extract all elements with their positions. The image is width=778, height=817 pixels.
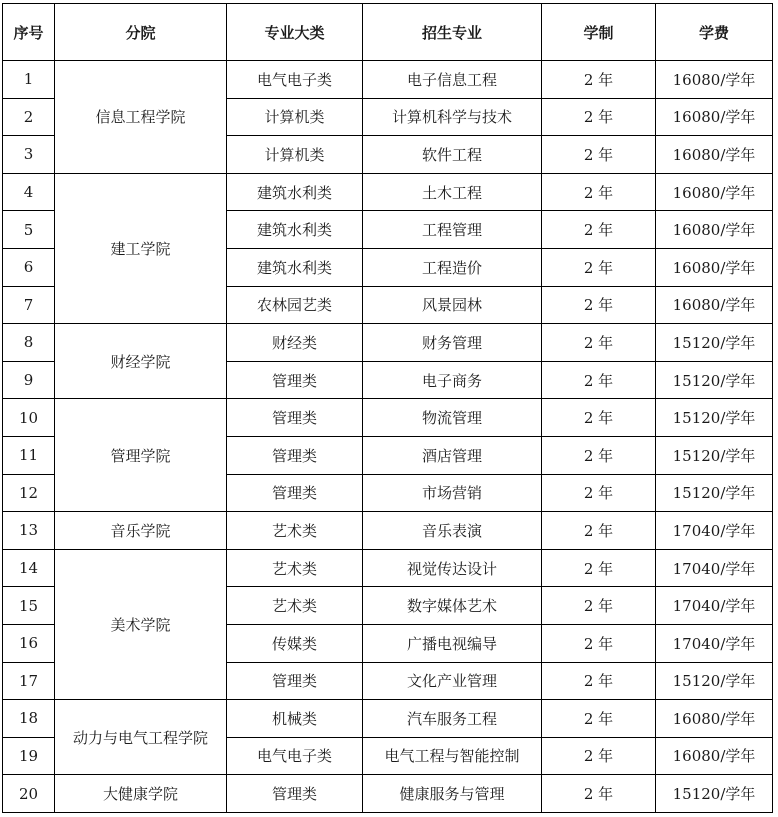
cell-major: 土木工程 bbox=[363, 173, 542, 211]
cell-fee: 16080/学年 bbox=[656, 61, 773, 99]
cell-major: 音乐表演 bbox=[363, 512, 542, 550]
cell-duration: 2 年 bbox=[542, 737, 656, 775]
cell-no: 12 bbox=[3, 474, 55, 512]
cell-duration: 2 年 bbox=[542, 248, 656, 286]
cell-duration: 2 年 bbox=[542, 324, 656, 362]
cell-fee: 15120/学年 bbox=[656, 474, 773, 512]
cell-category: 农林园艺类 bbox=[227, 286, 363, 324]
cell-fee: 15120/学年 bbox=[656, 361, 773, 399]
cell-college: 财经学院 bbox=[55, 324, 227, 399]
cell-no: 3 bbox=[3, 136, 55, 174]
cell-category: 电气电子类 bbox=[227, 61, 363, 99]
cell-fee: 16080/学年 bbox=[656, 98, 773, 136]
cell-fee: 16080/学年 bbox=[656, 136, 773, 174]
cell-major: 工程管理 bbox=[363, 211, 542, 249]
cell-no: 11 bbox=[3, 436, 55, 474]
cell-duration: 2 年 bbox=[542, 136, 656, 174]
cell-duration: 2 年 bbox=[542, 399, 656, 437]
enrollment-fee-table bbox=[2, 3, 773, 813]
cell-major: 财务管理 bbox=[363, 324, 542, 362]
cell-duration: 2 年 bbox=[542, 61, 656, 99]
cell-fee: 16080/学年 bbox=[656, 700, 773, 738]
cell-fee: 16080/学年 bbox=[656, 173, 773, 211]
cell-major: 汽车服务工程 bbox=[363, 700, 542, 738]
cell-fee: 15120/学年 bbox=[656, 399, 773, 437]
cell-no: 2 bbox=[3, 98, 55, 136]
cell-category: 建筑水利类 bbox=[227, 173, 363, 211]
cell-major: 视觉传达设计 bbox=[363, 549, 542, 587]
cell-duration: 2 年 bbox=[542, 624, 656, 662]
cell-fee: 16080/学年 bbox=[656, 286, 773, 324]
cell-category: 艺术类 bbox=[227, 587, 363, 625]
cell-no: 10 bbox=[3, 399, 55, 437]
cell-college: 音乐学院 bbox=[55, 512, 227, 550]
table-row bbox=[3, 399, 773, 437]
header-duration: 学制 bbox=[542, 4, 656, 61]
cell-duration: 2 年 bbox=[542, 662, 656, 700]
cell-duration: 2 年 bbox=[542, 173, 656, 211]
cell-duration: 2 年 bbox=[542, 587, 656, 625]
cell-major: 广播电视编导 bbox=[363, 624, 542, 662]
cell-major: 健康服务与管理 bbox=[363, 775, 542, 813]
cell-category: 管理类 bbox=[227, 474, 363, 512]
cell-category: 管理类 bbox=[227, 361, 363, 399]
table-row bbox=[3, 700, 773, 738]
cell-major: 软件工程 bbox=[363, 136, 542, 174]
cell-no: 6 bbox=[3, 248, 55, 286]
table-row bbox=[3, 324, 773, 362]
table-row bbox=[3, 512, 773, 550]
cell-fee: 15120/学年 bbox=[656, 436, 773, 474]
cell-no: 19 bbox=[3, 737, 55, 775]
cell-category: 管理类 bbox=[227, 399, 363, 437]
cell-no: 17 bbox=[3, 662, 55, 700]
cell-major: 酒店管理 bbox=[363, 436, 542, 474]
cell-no: 1 bbox=[3, 61, 55, 99]
cell-fee: 17040/学年 bbox=[656, 512, 773, 550]
cell-category: 艺术类 bbox=[227, 549, 363, 587]
cell-fee: 15120/学年 bbox=[656, 775, 773, 813]
cell-no: 18 bbox=[3, 700, 55, 738]
cell-fee: 15120/学年 bbox=[656, 662, 773, 700]
cell-duration: 2 年 bbox=[542, 436, 656, 474]
cell-category: 计算机类 bbox=[227, 98, 363, 136]
cell-category: 财经类 bbox=[227, 324, 363, 362]
table-row bbox=[3, 61, 773, 99]
cell-no: 14 bbox=[3, 549, 55, 587]
cell-fee: 16080/学年 bbox=[656, 211, 773, 249]
cell-college: 管理学院 bbox=[55, 399, 227, 512]
cell-college: 信息工程学院 bbox=[55, 61, 227, 174]
cell-no: 4 bbox=[3, 173, 55, 211]
cell-major: 数字媒体艺术 bbox=[363, 587, 542, 625]
header-row bbox=[3, 4, 773, 61]
cell-category: 管理类 bbox=[227, 775, 363, 813]
cell-duration: 2 年 bbox=[542, 98, 656, 136]
cell-college: 美术学院 bbox=[55, 549, 227, 699]
cell-duration: 2 年 bbox=[542, 549, 656, 587]
cell-no: 8 bbox=[3, 324, 55, 362]
cell-category: 管理类 bbox=[227, 436, 363, 474]
cell-major: 物流管理 bbox=[363, 399, 542, 437]
cell-major: 工程造价 bbox=[363, 248, 542, 286]
table-row bbox=[3, 549, 773, 587]
cell-category: 艺术类 bbox=[227, 512, 363, 550]
cell-fee: 16080/学年 bbox=[656, 248, 773, 286]
cell-major: 市场营销 bbox=[363, 474, 542, 512]
cell-no: 16 bbox=[3, 624, 55, 662]
cell-duration: 2 年 bbox=[542, 286, 656, 324]
cell-major: 电子信息工程 bbox=[363, 61, 542, 99]
table-body bbox=[3, 61, 773, 813]
cell-no: 5 bbox=[3, 211, 55, 249]
cell-category: 机械类 bbox=[227, 700, 363, 738]
cell-college: 建工学院 bbox=[55, 173, 227, 323]
cell-duration: 2 年 bbox=[542, 474, 656, 512]
cell-no: 9 bbox=[3, 361, 55, 399]
header-no: 序号 bbox=[3, 4, 55, 61]
cell-no: 20 bbox=[3, 775, 55, 813]
cell-major: 文化产业管理 bbox=[363, 662, 542, 700]
cell-major: 计算机科学与技术 bbox=[363, 98, 542, 136]
header-college: 分院 bbox=[55, 4, 227, 61]
cell-no: 13 bbox=[3, 512, 55, 550]
header-fee: 学费 bbox=[656, 4, 773, 61]
cell-major: 风景园林 bbox=[363, 286, 542, 324]
cell-duration: 2 年 bbox=[542, 211, 656, 249]
cell-category: 建筑水利类 bbox=[227, 248, 363, 286]
cell-category: 建筑水利类 bbox=[227, 211, 363, 249]
cell-duration: 2 年 bbox=[542, 361, 656, 399]
cell-duration: 2 年 bbox=[542, 512, 656, 550]
cell-major: 电子商务 bbox=[363, 361, 542, 399]
cell-fee: 15120/学年 bbox=[656, 324, 773, 362]
cell-category: 计算机类 bbox=[227, 136, 363, 174]
cell-college: 大健康学院 bbox=[55, 775, 227, 813]
table-row bbox=[3, 173, 773, 211]
cell-major: 电气工程与智能控制 bbox=[363, 737, 542, 775]
cell-category: 管理类 bbox=[227, 662, 363, 700]
cell-category: 传媒类 bbox=[227, 624, 363, 662]
header-major: 招生专业 bbox=[363, 4, 542, 61]
cell-no: 7 bbox=[3, 286, 55, 324]
cell-fee: 17040/学年 bbox=[656, 549, 773, 587]
cell-fee: 17040/学年 bbox=[656, 587, 773, 625]
cell-category: 电气电子类 bbox=[227, 737, 363, 775]
cell-no: 15 bbox=[3, 587, 55, 625]
header-category: 专业大类 bbox=[227, 4, 363, 61]
cell-duration: 2 年 bbox=[542, 775, 656, 813]
cell-duration: 2 年 bbox=[542, 700, 656, 738]
cell-fee: 17040/学年 bbox=[656, 624, 773, 662]
cell-fee: 16080/学年 bbox=[656, 737, 773, 775]
table-row bbox=[3, 775, 773, 813]
cell-college: 动力与电气工程学院 bbox=[55, 700, 227, 775]
